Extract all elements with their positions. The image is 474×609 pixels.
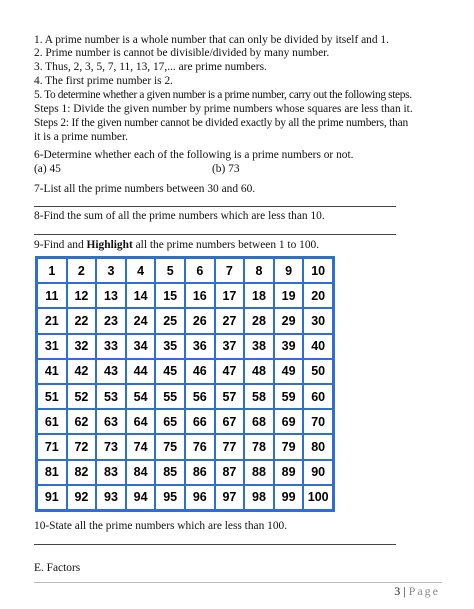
grid-cell: 69 [275, 410, 303, 433]
grid-cell: 79 [275, 435, 303, 458]
answer-line-8 [34, 234, 396, 235]
grid-cell: 19 [275, 284, 303, 307]
grid-cell: 26 [186, 309, 214, 332]
footer-divider [34, 582, 442, 583]
line-3: 3. Thus, 2, 3, 5, 7, 11, 13, 17,... are prime numbers. [34, 61, 267, 73]
grid-cell: 48 [245, 360, 273, 383]
grid-cell: 20 [304, 284, 332, 307]
grid-cell: 32 [68, 335, 96, 358]
question-6-option-b: (b) 73 [212, 163, 240, 175]
grid-cell: 31 [38, 335, 66, 358]
grid-cell: 93 [97, 486, 125, 509]
grid-cell: 7 [216, 259, 244, 282]
grid-cell: 13 [97, 284, 125, 307]
answer-line-10 [34, 544, 396, 545]
grid-cell: 22 [68, 309, 96, 332]
question-6-option-a: (a) 45 [34, 163, 61, 175]
grid-cell: 54 [127, 385, 155, 408]
grid-cell: 12 [68, 284, 96, 307]
grid-cell: 1 [38, 259, 66, 282]
grid-cell: 37 [216, 335, 244, 358]
grid-cell: 51 [38, 385, 66, 408]
answer-line-7 [34, 206, 396, 207]
grid-cell: 55 [156, 385, 184, 408]
grid-cell: 85 [156, 461, 184, 484]
grid-cell: 97 [216, 486, 244, 509]
grid-cell: 76 [186, 435, 214, 458]
section-e-heading: E. Factors [34, 562, 81, 574]
grid-cell: 33 [97, 335, 125, 358]
question-7: 7-List all the prime numbers between 30 and 60. [34, 183, 256, 195]
grid-cell: 36 [186, 335, 214, 358]
page-number: 3 [394, 584, 401, 598]
grid-cell: 3 [97, 259, 125, 282]
grid-cell: 72 [68, 435, 96, 458]
grid-cell: 21 [38, 309, 66, 332]
grid-cell: 35 [156, 335, 184, 358]
question-9-highlight-word: Highlight [86, 239, 133, 251]
grid-cell: 86 [186, 461, 214, 484]
grid-cell: 10 [304, 259, 332, 282]
grid-cell: 90 [304, 461, 332, 484]
grid-cell: 42 [68, 360, 96, 383]
grid-cell: 44 [127, 360, 155, 383]
grid-cell: 88 [245, 461, 273, 484]
grid-cell: 57 [216, 385, 244, 408]
question-10: 10-State all the prime numbers which are less than 100. [34, 520, 288, 532]
grid-cell: 68 [245, 410, 273, 433]
grid-cell: 78 [245, 435, 273, 458]
grid-cell: 98 [245, 486, 273, 509]
grid-cell: 49 [275, 360, 303, 383]
grid-cell: 82 [68, 461, 96, 484]
grid-cell: 39 [275, 335, 303, 358]
grid-cell: 24 [127, 309, 155, 332]
grid-cell: 74 [127, 435, 155, 458]
question-9-suffix: all the prime numbers between 1 to 100. [132, 239, 320, 251]
grid-cell: 96 [186, 486, 214, 509]
grid-cell: 65 [156, 410, 184, 433]
page-footer [394, 584, 440, 599]
grid-cell: 2 [68, 259, 96, 282]
grid-cell: 95 [156, 486, 184, 509]
grid-cell: 89 [275, 461, 303, 484]
grid-cell: 64 [127, 410, 155, 433]
grid-cell: 8 [245, 259, 273, 282]
grid-cell: 27 [216, 309, 244, 332]
grid-cell: 46 [186, 360, 214, 383]
grid-cell: 47 [216, 360, 244, 383]
hundred-grid-cells [38, 259, 332, 509]
grid-cell: 92 [68, 486, 96, 509]
grid-cell: 4 [127, 259, 155, 282]
grid-cell: 38 [245, 335, 273, 358]
grid-cell: 87 [216, 461, 244, 484]
line-2: 2. Prime number is cannot be divisible/divided by many number. [34, 47, 330, 59]
page-separator: | [403, 584, 406, 598]
line-7: Steps 2: If the given number cannot be divided exactly by all the prime numbers, than [34, 117, 408, 129]
grid-cell: 67 [216, 410, 244, 433]
grid-cell: 52 [68, 385, 96, 408]
grid-cell: 45 [156, 360, 184, 383]
question-8: 8-Find the sum of all the prime numbers which are less than 10. [34, 210, 325, 222]
grid-cell: 28 [245, 309, 273, 332]
grid-cell: 80 [304, 435, 332, 458]
grid-cell: 6 [186, 259, 214, 282]
grid-cell: 17 [216, 284, 244, 307]
line-8: it is a prime number. [34, 131, 128, 143]
grid-cell: 53 [97, 385, 125, 408]
grid-cell: 50 [304, 360, 332, 383]
grid-cell: 91 [38, 486, 66, 509]
grid-cell: 70 [304, 410, 332, 433]
page-word: Page [408, 584, 440, 598]
grid-cell: 81 [38, 461, 66, 484]
grid-cell: 56 [186, 385, 214, 408]
grid-cell: 61 [38, 410, 66, 433]
grid-cell: 100 [304, 486, 332, 509]
line-4: 4. The first prime number is 2. [34, 75, 173, 87]
line-5: 5. To determine whether a given number is a prime number, carry out the following steps. [34, 89, 412, 101]
grid-cell: 75 [156, 435, 184, 458]
line-1: 1. A prime number is a whole number that can only be divided by itself and 1. [34, 34, 389, 46]
grid-cell: 63 [97, 410, 125, 433]
grid-cell: 11 [38, 284, 66, 307]
grid-cell: 43 [97, 360, 125, 383]
grid-cell: 34 [127, 335, 155, 358]
question-9 [34, 239, 319, 252]
grid-cell: 16 [186, 284, 214, 307]
grid-cell: 99 [275, 486, 303, 509]
grid-cell: 77 [216, 435, 244, 458]
grid-cell: 30 [304, 309, 332, 332]
question-9-prefix: 9-Find and [34, 239, 87, 251]
question-6: 6-Determine whether each of the following is a prime numbers or not. [34, 149, 354, 161]
grid-cell: 18 [245, 284, 273, 307]
grid-cell: 25 [156, 309, 184, 332]
grid-cell: 83 [97, 461, 125, 484]
line-6: Steps 1: Divide the given number by prime numbers whose squares are less than it. [34, 103, 413, 115]
grid-cell: 84 [127, 461, 155, 484]
grid-cell: 15 [156, 284, 184, 307]
grid-cell: 23 [97, 309, 125, 332]
grid-cell: 5 [156, 259, 184, 282]
grid-cell: 60 [304, 385, 332, 408]
grid-cell: 41 [38, 360, 66, 383]
grid-cell: 40 [304, 335, 332, 358]
grid-cell: 66 [186, 410, 214, 433]
grid-cell: 58 [245, 385, 273, 408]
grid-cell: 94 [127, 486, 155, 509]
grid-cell: 73 [97, 435, 125, 458]
grid-cell: 59 [275, 385, 303, 408]
grid-cell: 9 [275, 259, 303, 282]
grid-cell: 29 [275, 309, 303, 332]
hundred-grid [35, 256, 335, 512]
grid-cell: 71 [38, 435, 66, 458]
grid-cell: 62 [68, 410, 96, 433]
grid-cell: 14 [127, 284, 155, 307]
